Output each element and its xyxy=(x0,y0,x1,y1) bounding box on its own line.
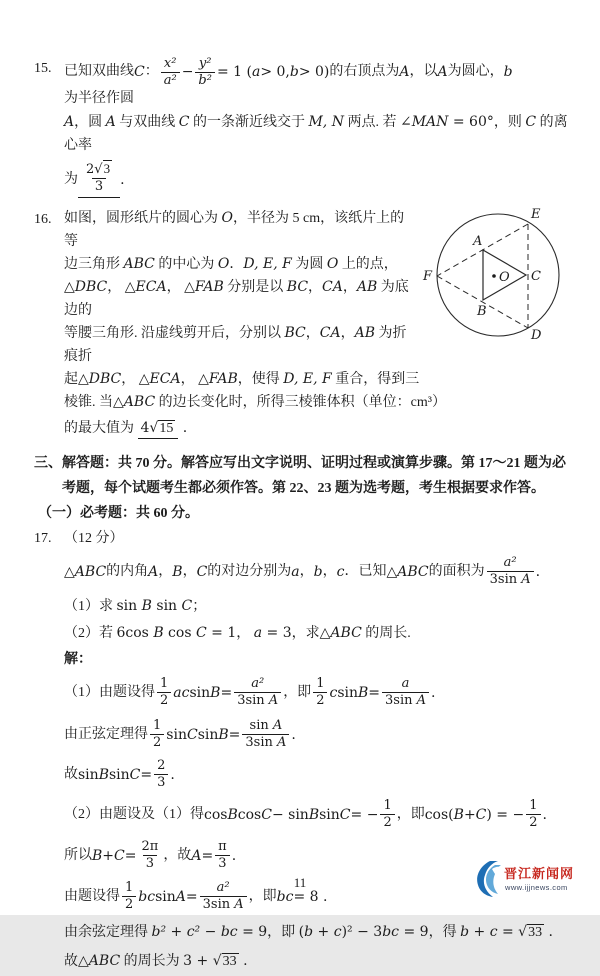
problem-16 xyxy=(34,207,572,443)
problem-17-statement: △ ABC 的内角 A ， B ， C 的对边分别为 a ， b ， c ．已知 △ ABC 的面积为 $\frac{\text{a²}}{\text{3sin A}}$ . xyxy=(64,555,541,588)
solution-step-1: （1）由题设得 $\frac{1}{2}$ ac sin B = $\frac{\text{a²}}{\text{3sin A}}$ ，即 $\frac{1}{2}$ c sin B = $\frac{a}{\text{3sin A}}$ . xyxy=(64,676,436,709)
solution-step-7: 由余弦定理得 b² + c² − bc = 9，即 (b + c)² − 3bc = 9，得 b + c = √33 . xyxy=(64,923,553,940)
problem-16-number: 16. xyxy=(34,211,52,227)
section-3-subheading: （一）必考题：共 60 分。 xyxy=(38,505,199,521)
logo-site-url: www.ijjnews.com xyxy=(505,883,568,892)
figure-center-dot xyxy=(492,274,496,278)
problem-15-line-1: 已知双曲线 C ： $\frac{\text{x²}}{\text{a²}}$ − $\frac{\text{y²}}{\text{b²}}$ = 1 ( a > 0, b > 0) 的右顶点为 A ，以 A 为圆心， b 为半径作圆 xyxy=(64,56,513,106)
logo-swoosh-icon xyxy=(477,861,504,897)
problem-17 xyxy=(34,526,575,976)
problem-16-line-5: 起△DBC， △ECA， △FAB，使得 D, E, F 重合，得到三 xyxy=(64,370,420,387)
solution-step-8: 故△ABC 的周长为 3 + √33 . xyxy=(64,952,248,969)
figure-label-A: A xyxy=(473,233,483,249)
solution-label: 解： xyxy=(64,651,92,667)
problem-17-part-1: （1）求 sin B sin C； xyxy=(64,597,207,614)
figure-label-O: O xyxy=(499,269,510,285)
problem-16-circle-figure xyxy=(422,203,572,343)
section-3-heading-line-1: 三、解答题：共 70 分。解答应写出文字说明、证明过程或演算步骤。第 17～21 题为必 xyxy=(34,455,566,471)
problem-16-line-2: 边三角形 ABC 的中心为 O．D, E, F 为圆 O 上的点， xyxy=(64,255,398,272)
site-watermark-logo xyxy=(474,857,574,901)
problem-15-line-2: A，圆 A 与双曲线 C 的一条渐近线交于 M, N 两点. 若 ∠MAN = 60°，则 C 的离心率 xyxy=(64,113,568,153)
problem-15 xyxy=(34,56,572,201)
problem-15-number: 15. xyxy=(34,61,52,76)
problem-17-points: （12 分） xyxy=(64,530,124,546)
logo-site-name: 晋江新闻网 xyxy=(504,866,575,881)
problem-17-part-2: （2）若 6cos B cos C = 1， a = 3，求△ABC 的周长. xyxy=(64,624,411,641)
problem-15-answer-line: 为 $\frac{2√3}{3}$ . xyxy=(64,159,572,201)
problem-16-line-3: △DBC， △ECA， △FAB 分别是以 BC，CA，AB 为底边的 xyxy=(64,278,409,318)
section-3-heading-line-2: 考题，每个试题考生都必须作答。第 22、23 题为选考题，考生根据要求作答。 xyxy=(62,480,545,496)
figure-label-F: F xyxy=(423,268,433,284)
solution-step-4: （2）由题设及（1）得 cos B cos C − sin B sin C = − $\frac{1}{2}$ ，即 cos( B + C ) = − $\frac{1}{2}$ . xyxy=(64,798,547,831)
solution-step-5: 所以 B + C = $\frac{2\pi}{3}$ ，故 A = $\frac{\pi}{3}$ . xyxy=(64,839,237,872)
problem-17-number: 17. xyxy=(34,530,52,546)
problem-16-line-4: 等腰三角形. 沿虚线剪开后，分别以 BC，CA，AB 为折痕折 xyxy=(64,324,407,364)
solution-step-6: 由题设得 $\frac{1}{2}$ bc sin A = $\frac{\text{a²}}{\text{3sin A}}$ ，即 bc = 8 . xyxy=(64,880,328,913)
solution-step-3: 故 sin B sin C = $\frac{2}{3}$ . xyxy=(64,758,175,791)
problem-16-line-1: 如图，圆形纸片的圆心为 O，半径为 5 cm，该纸片上的等 xyxy=(64,209,405,249)
section-3-heading xyxy=(34,451,572,526)
problem-16-line-6: 棱锥. 当△ABC 的边长变化时，所得三棱锥体积（单位：cm³） xyxy=(64,393,446,410)
solution-step-2: 由正弦定理得 $\frac{1}{2}$ sin C sin B = $\frac{\text{sin A}}{\text{3sin A}}$ . xyxy=(64,718,296,751)
figure-label-C: C xyxy=(531,268,541,284)
page-number: 11 xyxy=(293,875,307,890)
problem-16-answer-line: 的最大值为 4√15 . xyxy=(64,414,572,443)
figure-label-D: D xyxy=(531,327,542,343)
figure-label-B: B xyxy=(477,303,487,319)
figure-label-E: E xyxy=(531,206,541,222)
